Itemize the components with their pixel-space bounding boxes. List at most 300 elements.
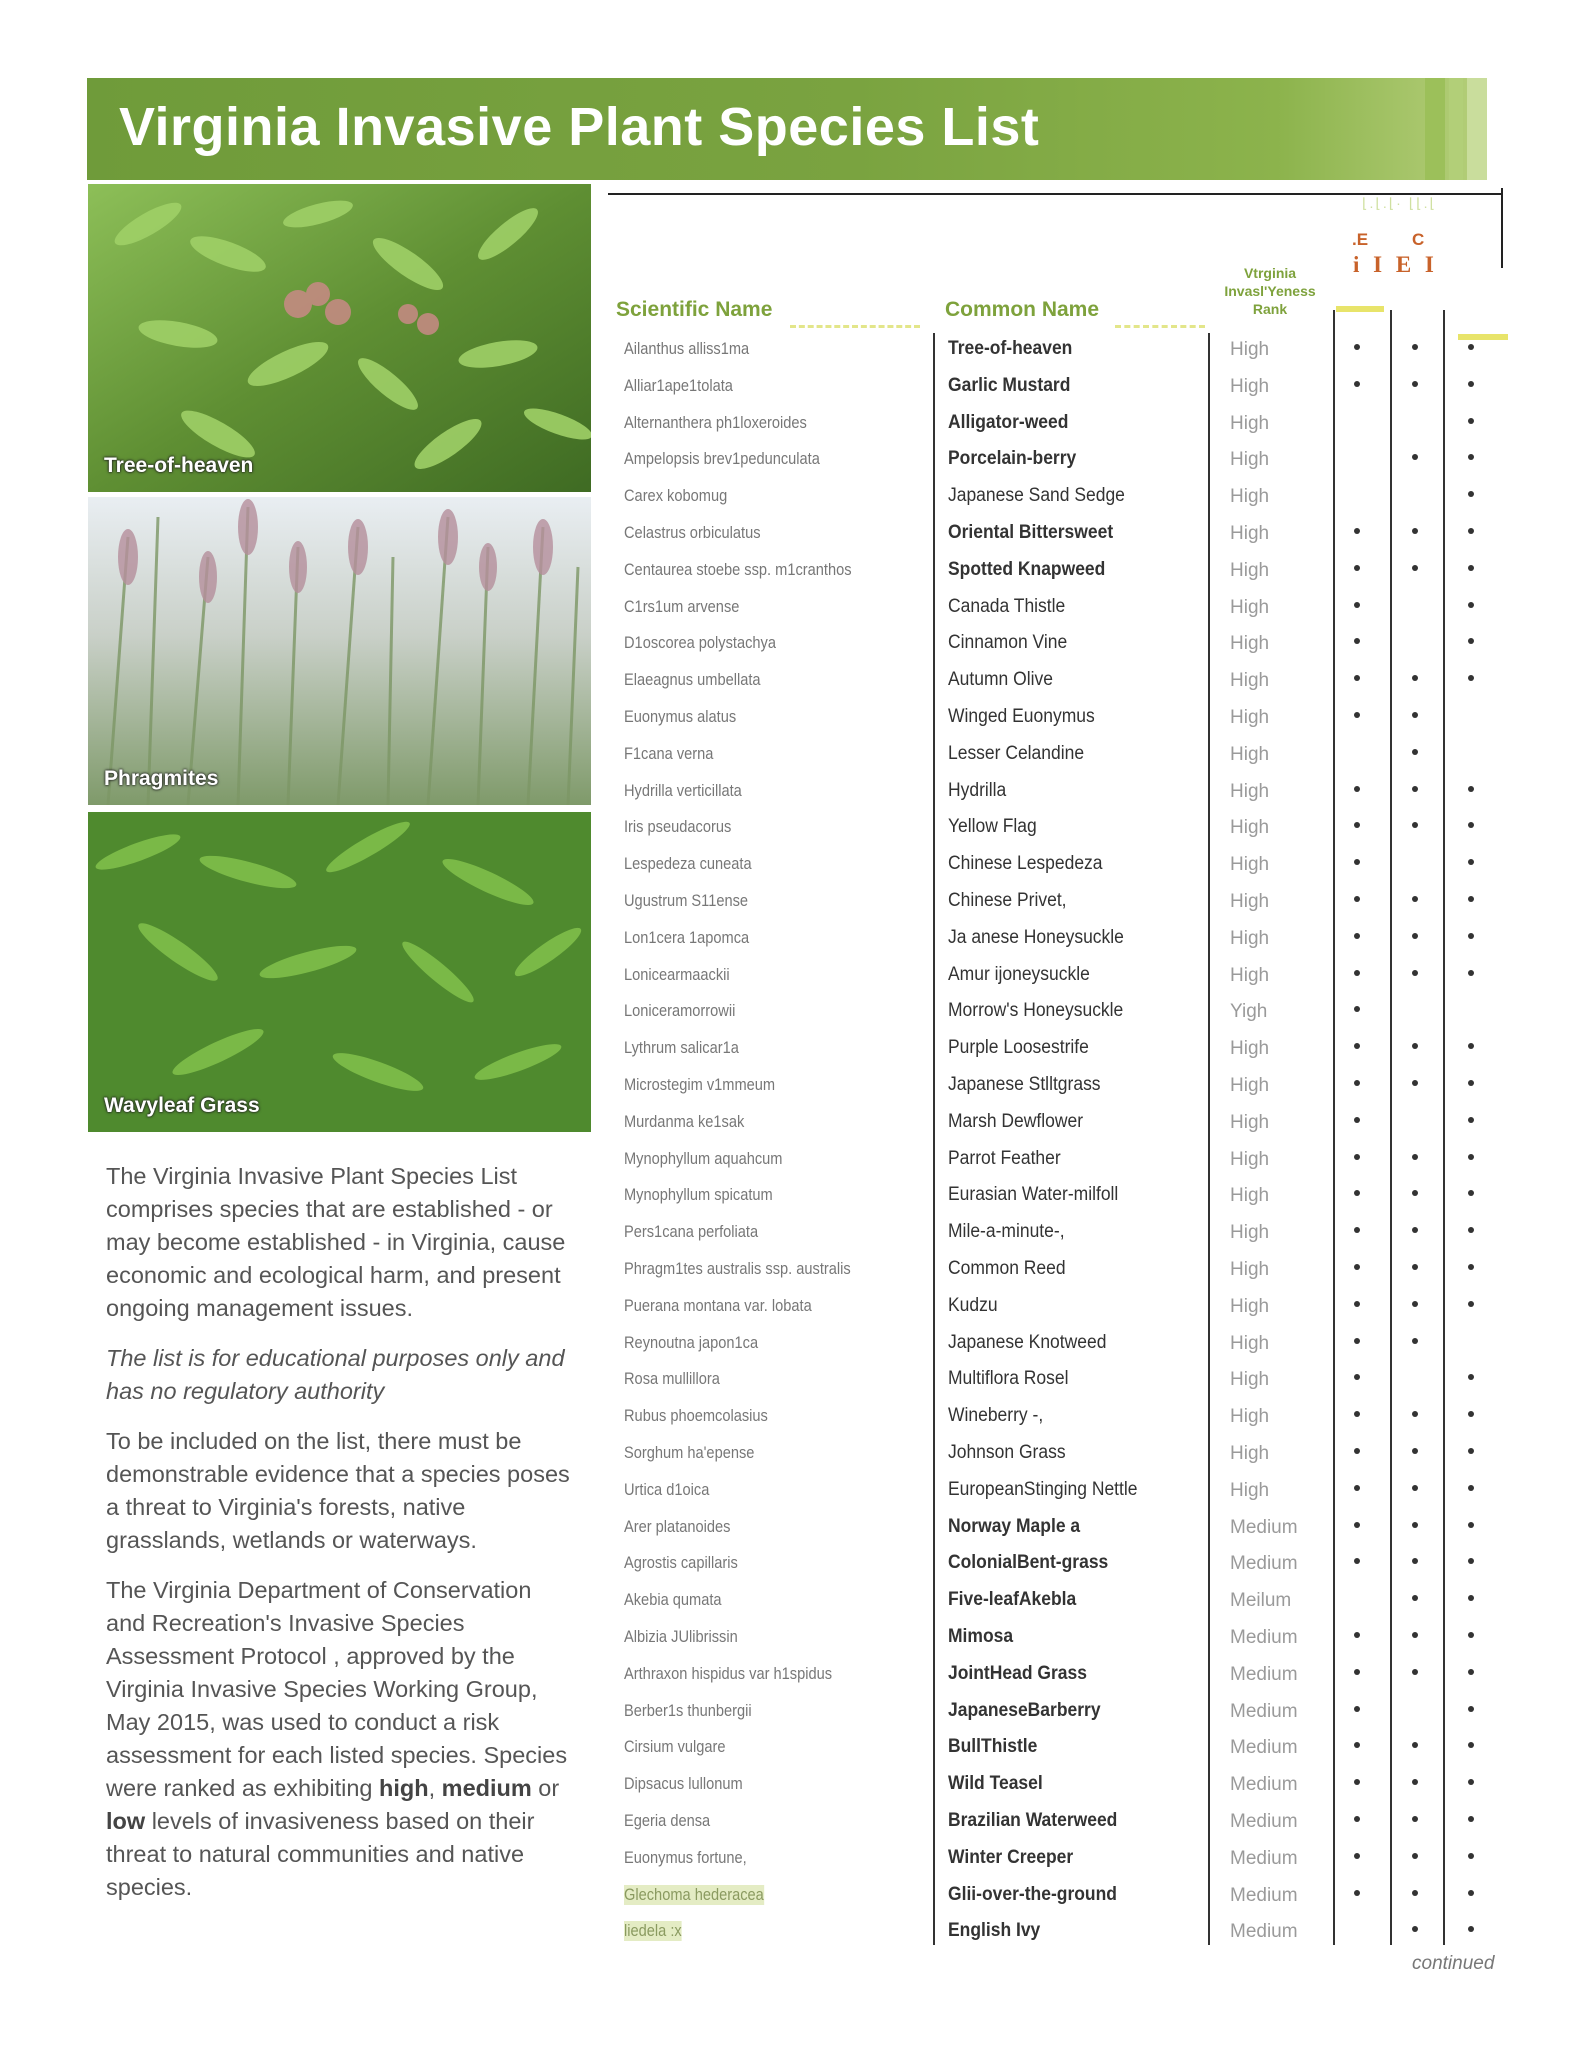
invasiveness-rank: Medium (1230, 1737, 1298, 1759)
table-row (616, 1290, 1516, 1326)
invasiveness-rank: High (1230, 743, 1270, 765)
table-row (616, 591, 1516, 627)
table-row (616, 1658, 1516, 1694)
scientific-name: Euonymus alatus (624, 707, 737, 726)
invasiveness-rank: High (1230, 1479, 1270, 1501)
region-e-dot (1354, 1154, 1360, 1160)
scientific-name: Mynophyllum spicatum (624, 1185, 773, 1205)
region-e-dot (1354, 933, 1360, 939)
region-e-dot (1354, 786, 1360, 792)
invasiveness-rank: Medium (1230, 1663, 1298, 1685)
scientific-name: D1oscorea polystachya (624, 633, 776, 653)
region-e-dot (1354, 859, 1360, 865)
invasiveness-rank: High (1230, 1369, 1270, 1391)
region-e-dot (1354, 1190, 1360, 1196)
region-w-dot (1468, 1558, 1474, 1564)
table-row (616, 848, 1516, 884)
region-w-dot (1468, 1374, 1474, 1380)
region-e-dot (1354, 1669, 1360, 1675)
region-w-dot (1468, 418, 1474, 424)
scientific-name: Alternanthera ph1loxeroides (624, 412, 807, 432)
invasiveness-rank: Meilum (1230, 1590, 1292, 1612)
region-e-dot (1354, 1779, 1360, 1785)
scientific-name: Lespedeza cuneata (624, 854, 752, 874)
common-name: EuropeanStinging Nettle (948, 1478, 1138, 1500)
region-header-e: .E (1352, 230, 1369, 249)
common-name: Cinnamon Vine (948, 632, 1068, 654)
scientific-name: Puerana montana var. lobata (624, 1295, 812, 1315)
invasiveness-rank: High (1230, 854, 1270, 876)
region-w-dot (1468, 381, 1474, 387)
region-e-dot (1354, 1264, 1360, 1270)
invasiveness-rank: High (1230, 927, 1270, 949)
region-c-dot (1412, 970, 1418, 976)
table-row (616, 1363, 1516, 1399)
region-c-dot (1412, 1264, 1418, 1270)
region-e-dot (1354, 970, 1360, 976)
table-row (616, 443, 1516, 479)
region-w-dot (1468, 491, 1474, 497)
invasiveness-rank: High (1230, 449, 1270, 471)
region-header-c: C (1412, 230, 1425, 249)
region-c-dot (1412, 1522, 1418, 1528)
invasiveness-rank: High (1230, 1111, 1270, 1133)
table-row (616, 1032, 1516, 1068)
region-c-dot (1412, 1448, 1418, 1454)
table-row (616, 1179, 1516, 1215)
region-e-dot (1354, 1853, 1360, 1859)
common-name: Garlic Mustard (948, 374, 1071, 396)
invasiveness-rank: High (1230, 412, 1270, 434)
table-row (616, 701, 1516, 737)
scientific-name: Lythrum salicar1a (624, 1038, 739, 1058)
region-w-dot (1468, 1190, 1474, 1196)
region-w-dot (1468, 859, 1474, 865)
region-c-dot (1412, 1890, 1418, 1896)
invasiveness-rank: High (1230, 375, 1270, 397)
region-c-dot (1412, 1632, 1418, 1638)
protocol-paragraph: The Virginia Department of Conservation and Recreation's Invasive Species Assessment Protocol , approved by the Virginia Invasive Species Working Group, May 2015, was used to conduct a risk assessment for each listed species. Species were ranked as exhibiting high, medium or low levels of invasiveness based on their threat to natural communities and native species. (106, 1577, 568, 1900)
region-c-dot (1412, 1227, 1418, 1233)
region-e-dot (1354, 896, 1360, 902)
invasiveness-rank: High (1230, 1185, 1270, 1207)
common-name: English Ivy (948, 1920, 1041, 1942)
common-name: Japanese Knotweed (948, 1331, 1107, 1353)
scientific-name: Lon1cera 1apomca (624, 927, 750, 947)
invasiveness-rank: High (1230, 559, 1270, 581)
invasiveness-rank: High (1230, 1295, 1270, 1317)
region-w-dot (1468, 1117, 1474, 1123)
region-c-dot (1412, 1595, 1418, 1601)
invasiveness-rank-header: Vtrginia Invasl'Yeness Rank (1224, 265, 1316, 317)
region-c-dot (1412, 454, 1418, 460)
common-name: BullThistle (948, 1736, 1038, 1758)
table-row (616, 1437, 1516, 1473)
common-name: Five-leafAkebla (948, 1589, 1077, 1611)
invasiveness-rank: Medium (1230, 1700, 1298, 1722)
common-name: Mile-a-minute-, (948, 1221, 1065, 1243)
scientific-name: Urtica d1oica (624, 1479, 710, 1499)
region-w-dot (1468, 638, 1474, 644)
scientific-name: liedela :x (624, 1921, 682, 1941)
table-row (616, 554, 1516, 590)
photo-caption: Tree-of-heaven (104, 454, 254, 477)
table-row (616, 1474, 1516, 1510)
region-e-dot (1354, 1890, 1360, 1896)
intro-paragraph: The Virginia Invasive Plant Species List comprises species that are established - or may become established - in Virginia, cause economic and ecological harm, and present ongoing management issues. (106, 1163, 566, 1321)
common-name: Alligator-weed (948, 411, 1069, 433)
region-c-dot (1412, 1742, 1418, 1748)
scientific-name: Alliar1ape1tolata (624, 375, 733, 395)
scientific-name: Egeria densa (624, 1811, 711, 1830)
continued-note: continued (1412, 1953, 1495, 1974)
table-row (616, 1400, 1516, 1436)
page-title: Virginia Invasive Plant Species List (119, 97, 1040, 157)
intro-text (106, 1160, 576, 1921)
scientific-name: Ugustrum S11ense (624, 891, 749, 910)
common-name: Brazilian Waterweed (948, 1810, 1118, 1831)
common-name: Japanese Stlltgrass (948, 1074, 1101, 1095)
table-right-border (1501, 188, 1503, 268)
title-banner (87, 78, 1487, 180)
scientific-name: Glechoma hederacea (624, 1884, 764, 1904)
region-e-dot (1354, 1742, 1360, 1748)
region-w-dot (1468, 1448, 1474, 1454)
scientific-name: Pers1cana perfoliata (624, 1222, 759, 1242)
table-row (616, 1731, 1516, 1767)
region-e-dot (1354, 1117, 1360, 1123)
common-name: Autumn Olive (948, 669, 1053, 691)
invasiveness-rank: High (1230, 633, 1270, 655)
region-labels: i I E I (1353, 252, 1438, 277)
table-row (616, 1805, 1516, 1841)
region-w-dot (1468, 1264, 1474, 1270)
invasiveness-rank: High (1230, 891, 1270, 912)
invasiveness-rank: High (1230, 523, 1270, 544)
common-name: Japanese Sand Sedge (948, 485, 1125, 507)
table-row (616, 1695, 1516, 1731)
common-name: Parrot Feather (948, 1147, 1061, 1169)
scientific-name: Ampelopsis brev1pedunculata (624, 449, 820, 469)
common-name: Oriental Bittersweet (948, 522, 1114, 543)
region-e-dot (1354, 1816, 1360, 1822)
region-w-dot (1468, 1522, 1474, 1528)
invasiveness-rank: High (1230, 1406, 1270, 1428)
region-w-dot (1468, 1890, 1474, 1896)
header-dash (1115, 325, 1205, 328)
table-row (616, 811, 1516, 847)
common-name: Mimosa (948, 1626, 1014, 1647)
region-e-dot (1354, 565, 1360, 571)
region-e-dot (1354, 1448, 1360, 1454)
region-w-dot (1468, 1080, 1474, 1086)
region-e-dot (1354, 602, 1360, 608)
common-name: Wild Teasel (948, 1773, 1043, 1795)
scientific-name: Lonicearmaackii (624, 964, 730, 984)
invasiveness-rank: High (1230, 780, 1270, 802)
common-name: Hydrilla (948, 779, 1007, 801)
invasiveness-rank: Medium (1230, 1811, 1298, 1832)
invasiveness-rank: Medium (1230, 1774, 1298, 1796)
region-e-dot (1354, 638, 1360, 644)
scientific-name: C1rs1um arvense (624, 596, 740, 616)
common-name: Eurasian Water-milfoll (948, 1184, 1119, 1206)
table-row (616, 922, 1516, 958)
invasiveness-rank: High (1230, 964, 1270, 986)
region-w-dot (1468, 1227, 1474, 1233)
common-name: Chinese Privet, (948, 890, 1067, 911)
table-row (616, 1069, 1516, 1105)
table-row (616, 1584, 1516, 1620)
scientific-name: Murdanma ke1sak (624, 1111, 745, 1131)
table-row (616, 775, 1516, 811)
region-w-dot (1468, 1154, 1474, 1160)
invasiveness-rank: Medium (1230, 1921, 1298, 1943)
header-bar (1336, 306, 1384, 312)
region-w-dot (1468, 1779, 1474, 1785)
criteria-paragraph: To be included on the list, there must be demonstrable evidence that a species poses a threat to Virginia's forests, native grasslands, wetlands or waterways. (106, 1428, 570, 1553)
region-c-dot (1412, 565, 1418, 571)
header-marks: ⌊.⌊.⌊· ⌊⌊.⌊ (1362, 195, 1437, 211)
scientific-name: Iris pseudacorus (624, 817, 732, 837)
region-e-dot (1354, 1006, 1360, 1012)
common-name: Glii-over-the-ground (948, 1883, 1117, 1905)
invasiveness-rank: High (1230, 1332, 1270, 1354)
scientific-name: Arer platanoides (624, 1516, 731, 1536)
table-row (616, 1547, 1516, 1583)
region-c-dot (1412, 712, 1418, 718)
common-name: Wineberry -, (948, 1405, 1044, 1427)
region-w-dot (1468, 1043, 1474, 1049)
invasiveness-rank: High (1230, 1148, 1270, 1170)
region-e-dot (1354, 822, 1360, 828)
common-name: Norway Maple a (948, 1515, 1081, 1537)
common-name: Purple Loosestrife (948, 1037, 1089, 1059)
table-row (616, 1106, 1516, 1142)
scientific-name: Cirsium vulgare (624, 1737, 726, 1757)
invasiveness-rank: Medium (1230, 1884, 1298, 1906)
table-row (616, 407, 1516, 443)
region-c-dot (1412, 1043, 1418, 1049)
common-name: Lesser Celandine (948, 742, 1085, 764)
region-w-dot (1468, 933, 1474, 939)
common-name: Tree-of-heaven (948, 338, 1073, 359)
region-w-dot (1468, 1816, 1474, 1822)
region-w-dot (1468, 675, 1474, 681)
table-row (616, 517, 1516, 553)
photo-phragmites (88, 497, 591, 805)
region-c-dot (1412, 786, 1418, 792)
region-c-dot (1412, 1411, 1418, 1417)
region-c-dot (1412, 344, 1418, 350)
table-row (616, 370, 1516, 406)
common-name: Spotted Knapweed (948, 558, 1106, 580)
scientific-name: Euonymus fortune, (624, 1847, 747, 1867)
region-c-dot (1412, 896, 1418, 902)
invasiveness-rank: High (1230, 596, 1270, 618)
region-c-dot (1412, 1558, 1418, 1564)
invasiveness-rank: Medium (1230, 1847, 1298, 1869)
region-w-dot (1468, 565, 1474, 571)
table-row (616, 1327, 1516, 1363)
region-c-dot (1412, 528, 1418, 534)
region-w-dot (1468, 344, 1474, 350)
common-name: Porcelain-berry (948, 448, 1077, 470)
table-row (616, 1143, 1516, 1179)
table-row (616, 1842, 1516, 1878)
invasiveness-rank: High (1230, 1443, 1270, 1464)
region-e-dot (1354, 675, 1360, 681)
scientific-name: Microstegim v1mmeum (624, 1075, 776, 1094)
scientific-name: Akebia qumata (624, 1590, 722, 1610)
photo-caption: Wavyleaf Grass (104, 1094, 260, 1117)
scientific-name: Rosa mullillora (624, 1369, 720, 1389)
invasiveness-rank: Medium (1230, 1516, 1298, 1538)
scientific-name: Ailanthus alliss1ma (624, 339, 750, 358)
region-e-dot (1354, 1558, 1360, 1564)
region-w-dot (1468, 786, 1474, 792)
region-w-dot (1468, 896, 1474, 902)
common-name: Winter Creeper (948, 1846, 1074, 1868)
region-c-dot (1412, 933, 1418, 939)
region-e-dot (1354, 1706, 1360, 1712)
region-c-dot (1412, 749, 1418, 755)
region-e-dot (1354, 1632, 1360, 1638)
table-row (616, 1768, 1516, 1804)
scientific-name: Agrostis capillaris (624, 1553, 738, 1573)
table-row (616, 1253, 1516, 1289)
common-name: Canada Thistle (948, 595, 1066, 617)
common-name: Morrow's Honeysuckle (948, 1000, 1124, 1022)
invasiveness-rank: High (1230, 1075, 1270, 1096)
scientific-name: Berber1s thunbergii (624, 1700, 752, 1720)
region-c-dot (1412, 1301, 1418, 1307)
table-row (616, 1915, 1516, 1951)
common-name: JapaneseBarberry (948, 1699, 1101, 1721)
common-name: Ja anese Honeysuckle (948, 926, 1124, 948)
region-w-dot (1468, 1301, 1474, 1307)
region-c-dot (1412, 1080, 1418, 1086)
region-w-dot (1468, 1485, 1474, 1491)
region-w-dot (1468, 1595, 1474, 1601)
table-row (616, 1511, 1516, 1547)
region-e-dot (1354, 381, 1360, 387)
region-w-dot (1468, 970, 1474, 976)
region-e-dot (1354, 1411, 1360, 1417)
table-row (616, 738, 1516, 774)
region-c-dot (1412, 381, 1418, 387)
invasiveness-rank: High (1230, 1038, 1270, 1060)
region-w-dot (1468, 1742, 1474, 1748)
photo-tree-of-heaven (88, 184, 591, 492)
scientific-name-header: Scientific Name (616, 298, 773, 321)
invasiveness-rank: Medium (1230, 1627, 1298, 1648)
common-name: Marsh Dewflower (948, 1110, 1084, 1132)
region-w-dot (1468, 602, 1474, 608)
table-row (616, 664, 1516, 700)
scientific-name: Phragm1tes australis ssp. australis (624, 1259, 851, 1278)
region-e-dot (1354, 1338, 1360, 1344)
common-name: Johnson Grass (948, 1442, 1066, 1463)
common-name: Winged Euonymus (948, 706, 1095, 727)
scientific-name: Albizia JUlibrissin (624, 1627, 738, 1646)
region-c-dot (1412, 1338, 1418, 1344)
region-c-dot (1412, 1669, 1418, 1675)
region-e-dot (1354, 712, 1360, 718)
region-w-dot (1468, 1411, 1474, 1417)
region-e-dot (1354, 1301, 1360, 1307)
region-w-dot (1468, 1706, 1474, 1712)
table-row (616, 1621, 1516, 1657)
region-c-dot (1412, 1816, 1418, 1822)
scientific-name: Mynophyllum aquahcum (624, 1148, 783, 1168)
invasiveness-rank: High (1230, 1222, 1270, 1244)
common-name: JointHead Grass (948, 1662, 1087, 1684)
disclaimer-paragraph: The list is for educational purposes only and has no regulatory authority (106, 1345, 565, 1404)
invasiveness-rank: High (1230, 707, 1270, 728)
invasiveness-rank: High (1230, 339, 1270, 360)
invasiveness-rank: High (1230, 670, 1270, 692)
invasiveness-rank: High (1230, 486, 1270, 508)
scientific-name: Celastrus orbiculatus (624, 523, 761, 542)
region-e-dot (1354, 1080, 1360, 1086)
common-name: Common Reed (948, 1258, 1066, 1279)
scientific-name: Loniceramorrowii (624, 1001, 736, 1021)
scientific-name: Sorghum ha'epense (624, 1443, 755, 1462)
scientific-name: Carex kobomug (624, 486, 728, 506)
region-e-dot (1354, 1485, 1360, 1491)
region-w-dot (1468, 1853, 1474, 1859)
scientific-name: Arthraxon hispidus var h1spidus (624, 1663, 833, 1683)
photo-caption: Phragmites (104, 767, 219, 790)
region-c-dot (1412, 1190, 1418, 1196)
table-row (616, 627, 1516, 663)
common-name: Yellow Flag (948, 816, 1037, 838)
region-w-dot (1468, 1669, 1474, 1675)
common-name: ColonialBent-grass (948, 1552, 1109, 1574)
table-row (616, 1879, 1516, 1915)
region-w-dot (1468, 454, 1474, 460)
scientific-name: Rubus phoemcolasius (624, 1406, 768, 1426)
scientific-name: Hydrilla verticillata (624, 780, 742, 800)
scientific-name: F1cana verna (624, 743, 714, 763)
region-w-dot (1468, 822, 1474, 828)
scientific-name: Elaeagnus umbellata (624, 670, 761, 690)
table-row (616, 995, 1516, 1031)
common-name: Multiflora Rosel (948, 1368, 1069, 1390)
region-w-dot (1468, 1926, 1474, 1932)
invasiveness-rank: High (1230, 1259, 1270, 1280)
table-row (616, 333, 1516, 369)
header-dash (790, 325, 920, 328)
invasiveness-rank: High (1230, 817, 1270, 839)
common-name: Chinese Lespedeza (948, 853, 1103, 875)
scientific-name: Centaurea stoebe ssp. m1cranthos (624, 559, 852, 579)
invasiveness-rank: Medium (1230, 1553, 1298, 1575)
region-e-dot (1354, 1227, 1360, 1233)
photo-wavyleaf-grass (88, 812, 591, 1132)
region-e-dot (1354, 1374, 1360, 1380)
region-e-dot (1354, 1043, 1360, 1049)
region-c-dot (1412, 1926, 1418, 1932)
region-e-dot (1354, 528, 1360, 534)
region-c-dot (1412, 822, 1418, 828)
common-name: Amur ijoneysuckle (948, 963, 1090, 985)
table-row (616, 959, 1516, 995)
region-c-dot (1412, 1485, 1418, 1491)
table-row (616, 480, 1516, 516)
region-c-dot (1412, 1853, 1418, 1859)
